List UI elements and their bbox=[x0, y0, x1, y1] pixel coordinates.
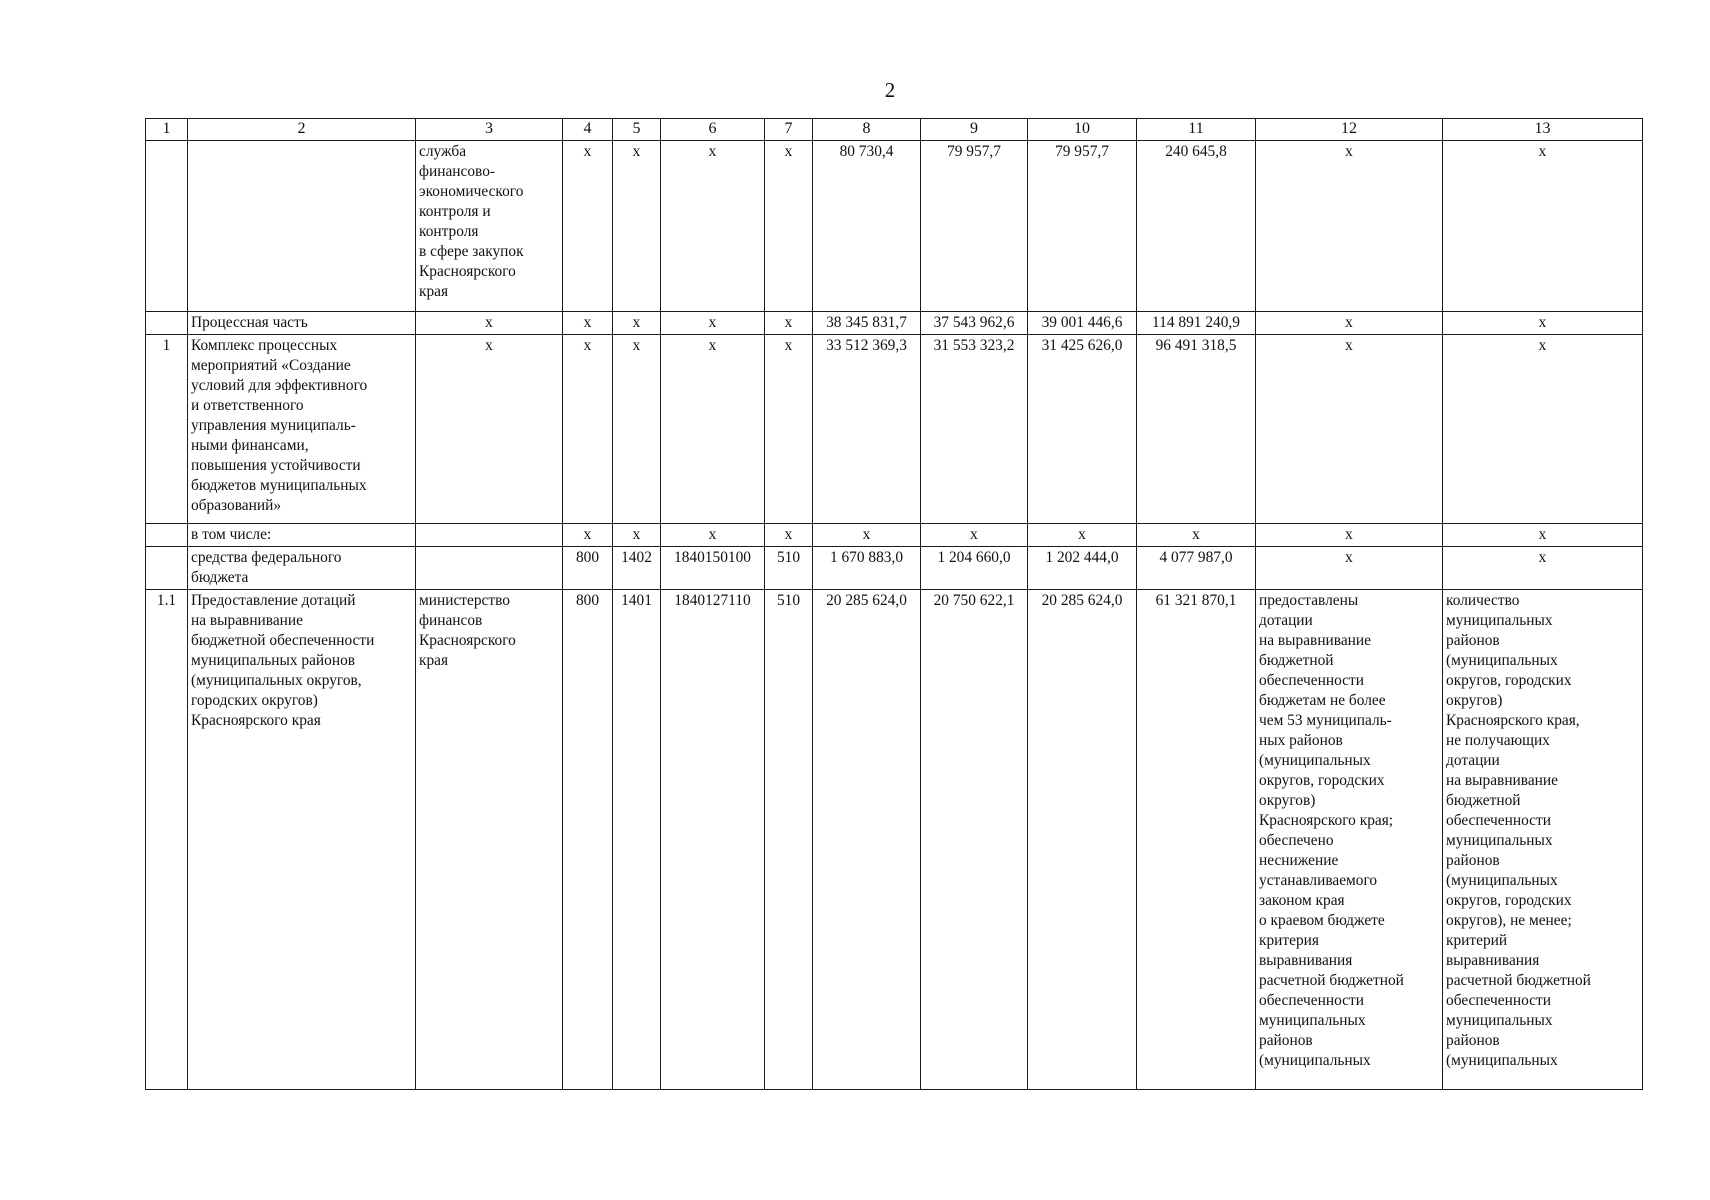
page-number: 2 bbox=[884, 78, 896, 102]
expected-result: х bbox=[1256, 334, 1443, 523]
executor bbox=[416, 546, 563, 589]
column-header: 9 bbox=[921, 119, 1028, 141]
column-header: 2 bbox=[188, 119, 416, 141]
amount-total: 240 645,8 bbox=[1137, 140, 1256, 311]
column-header: 10 bbox=[1028, 119, 1137, 141]
column-header: 11 bbox=[1137, 119, 1256, 141]
amount-total: 61 321 870,1 bbox=[1137, 589, 1256, 1089]
table-row bbox=[146, 589, 1643, 1089]
event-name: в том числе: bbox=[188, 523, 416, 546]
amount-year1: 1 670 883,0 bbox=[813, 546, 921, 589]
section-code: х bbox=[613, 523, 661, 546]
expense-type: х bbox=[765, 140, 813, 311]
expected-result: х bbox=[1256, 523, 1443, 546]
row-number: 1 bbox=[146, 334, 188, 523]
grbs-code: х bbox=[563, 523, 613, 546]
amount-year3: 31 425 626,0 bbox=[1028, 334, 1137, 523]
row-number bbox=[146, 546, 188, 589]
expected-result: х bbox=[1256, 140, 1443, 311]
indicator: х bbox=[1443, 311, 1643, 334]
executor bbox=[416, 523, 563, 546]
indicator: х bbox=[1443, 334, 1643, 523]
column-header: 3 bbox=[416, 119, 563, 141]
indicator: х bbox=[1443, 523, 1643, 546]
grbs-code: х bbox=[563, 311, 613, 334]
expense-type: х bbox=[765, 311, 813, 334]
column-header: 13 bbox=[1443, 119, 1643, 141]
event-name: Процессная часть bbox=[188, 311, 416, 334]
section-code: 1402 bbox=[613, 546, 661, 589]
grbs-code: 800 bbox=[563, 589, 613, 1089]
column-header: 8 bbox=[813, 119, 921, 141]
target-article: х bbox=[661, 140, 765, 311]
expected-result: х bbox=[1256, 311, 1443, 334]
row-number bbox=[146, 140, 188, 311]
amount-year3: 79 957,7 bbox=[1028, 140, 1137, 311]
amount-total: 4 077 987,0 bbox=[1137, 546, 1256, 589]
event-name bbox=[188, 140, 416, 311]
column-number-row bbox=[146, 119, 1643, 141]
target-article: х bbox=[661, 311, 765, 334]
expected-result: предоставлены дотации на выравнивание бюджетной обеспеченности бюджетам не более чем 53 муниципаль- ных районов (муниципальных округов, городских округов) Красноярского края; обеспечено неснижение устанавливаемого законом края о краевом бюджете критерия выравнивания расчетной бюджетной обеспеченности муниципальных районов (муниципальных bbox=[1256, 589, 1443, 1089]
amount-year2: х bbox=[921, 523, 1028, 546]
section-code: х bbox=[613, 140, 661, 311]
column-header: 6 bbox=[661, 119, 765, 141]
row-number bbox=[146, 311, 188, 334]
expense-type: 510 bbox=[765, 546, 813, 589]
column-header: 1 bbox=[146, 119, 188, 141]
section-code: х bbox=[613, 334, 661, 523]
executor: х bbox=[416, 311, 563, 334]
executor: х bbox=[416, 334, 563, 523]
section-code: х bbox=[613, 311, 661, 334]
table-row bbox=[146, 311, 1643, 334]
executor: служба финансово- экономического контроля и контроля в сфере закупок Красноярского края bbox=[416, 140, 563, 311]
expected-result: х bbox=[1256, 546, 1443, 589]
amount-year2: 1 204 660,0 bbox=[921, 546, 1028, 589]
grbs-code: 800 bbox=[563, 546, 613, 589]
amount-year2: 79 957,7 bbox=[921, 140, 1028, 311]
column-header: 12 bbox=[1256, 119, 1443, 141]
event-name: Комплекс процессных мероприятий «Создание условий для эффективного и ответственного управления муниципаль- ными финансами, повышения устойчивости бюджетов муниципальных образований» bbox=[188, 334, 416, 523]
column-header: 7 bbox=[765, 119, 813, 141]
table-row bbox=[146, 523, 1643, 546]
amount-year1: 33 512 369,3 bbox=[813, 334, 921, 523]
amount-year2: 20 750 622,1 bbox=[921, 589, 1028, 1089]
row-number: 1.1 bbox=[146, 589, 188, 1089]
row-number bbox=[146, 523, 188, 546]
table-row bbox=[146, 334, 1643, 523]
budget-table bbox=[145, 118, 1643, 1090]
amount-year1: 20 285 624,0 bbox=[813, 589, 921, 1089]
amount-year3: х bbox=[1028, 523, 1137, 546]
event-name: средства федерального бюджета bbox=[188, 546, 416, 589]
target-article: х bbox=[661, 523, 765, 546]
event-name: Предоставление дотаций на выравнивание бюджетной обеспеченности муниципальных районов (муниципальных округов, городских округов) Красноярского края bbox=[188, 589, 416, 1089]
amount-year1: 80 730,4 bbox=[813, 140, 921, 311]
expense-type: х bbox=[765, 334, 813, 523]
grbs-code: х bbox=[563, 334, 613, 523]
amount-total: 96 491 318,5 bbox=[1137, 334, 1256, 523]
amount-year2: 31 553 323,2 bbox=[921, 334, 1028, 523]
amount-year3: 20 285 624,0 bbox=[1028, 589, 1137, 1089]
table-row bbox=[146, 140, 1643, 311]
indicator: х bbox=[1443, 546, 1643, 589]
amount-year3: 1 202 444,0 bbox=[1028, 546, 1137, 589]
target-article: х bbox=[661, 334, 765, 523]
indicator: количество муниципальных районов (муниципальных округов, городских округов) Красноярского края, не получающих дотации на выравнивание бюджетной обеспеченности муниципальных районов (муниципальных округов, городских округов), не менее; критерий выравнивания расчетной бюджетной обеспеченности муниципальных районов (муниципальных bbox=[1443, 589, 1643, 1089]
column-header: 5 bbox=[613, 119, 661, 141]
amount-total: х bbox=[1137, 523, 1256, 546]
target-article: 1840127110 bbox=[661, 589, 765, 1089]
expense-type: 510 bbox=[765, 589, 813, 1089]
amount-year1: х bbox=[813, 523, 921, 546]
amount-year2: 37 543 962,6 bbox=[921, 311, 1028, 334]
indicator: х bbox=[1443, 140, 1643, 311]
amount-total: 114 891 240,9 bbox=[1137, 311, 1256, 334]
amount-year3: 39 001 446,6 bbox=[1028, 311, 1137, 334]
section-code: 1401 bbox=[613, 589, 661, 1089]
grbs-code: х bbox=[563, 140, 613, 311]
column-header: 4 bbox=[563, 119, 613, 141]
target-article: 1840150100 bbox=[661, 546, 765, 589]
table-row bbox=[146, 546, 1643, 589]
expense-type: х bbox=[765, 523, 813, 546]
executor: министерство финансов Красноярского края bbox=[416, 589, 563, 1089]
amount-year1: 38 345 831,7 bbox=[813, 311, 921, 334]
